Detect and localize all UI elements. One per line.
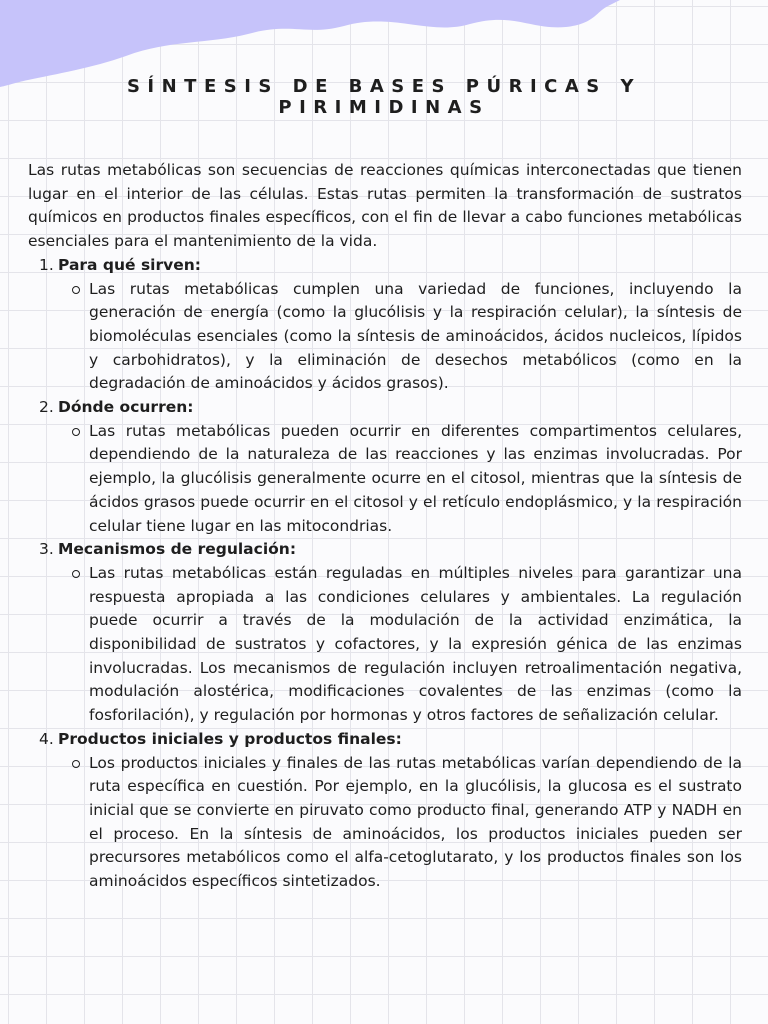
hollow-bullet-icon — [72, 428, 80, 436]
section-number: 2. — [39, 398, 54, 417]
section-bullet-paragraph — [28, 278, 742, 397]
section-heading — [28, 538, 742, 562]
section-number: 4. — [39, 729, 54, 748]
sections-list — [28, 254, 742, 894]
section-number: 3. — [39, 540, 54, 559]
section-text: Las rutas metabólicas cumplen una variedad de funciones, incluyendo la generación de energía (como la glucólisis y la respiración celular), la síntesis de biomoléculas esenciales (como la síntesis de aminoácidos, ácidos nucleicos, lípidos y carbohidratos), y la eliminación de desechos metabólicos (como en la degradación de aminoácidos y ácidos grasos). — [89, 279, 742, 393]
list-item — [28, 538, 742, 728]
section-text: Las rutas metabólicas están reguladas en múltiples niveles para garantizar una respuesta apropiada a las condiciones celulares y ambientales. La regulación puede ocurrir a través de la modulación de la actividad enzimática, la disponibilidad de sustratos y cofactores, y la expresión génica de las enzimas involucradas. Los mecanismos de regulación incluyen retroalimentación negativa, modulación alostérica, modificaciones covalentes de las enzimas (como la fosforilación), y regulación por hormonas y otros factores de señalización celular. — [89, 563, 742, 725]
section-heading-text: Dónde ocurren: — [58, 398, 194, 417]
section-heading-text: Para qué sirven: — [58, 255, 201, 274]
section-heading — [28, 396, 742, 420]
section-heading-text: Mecanismos de regulación: — [58, 540, 297, 559]
section-bullet-paragraph — [28, 562, 742, 728]
document-body — [28, 159, 742, 894]
section-heading-text: Productos iniciales y productos finales: — [58, 729, 402, 748]
list-item — [28, 728, 742, 894]
section-text: Los productos iniciales y finales de las rutas metabólicas varían dependiendo de la ruta específica en cuestión. Por ejemplo, en la glucólisis, la glucosa es el sustrato inicial que se convierte en piruvato como producto final, generando ATP y NADH en el proceso. En la síntesis de aminoácidos, los productos iniciales pueden ser precursores metabólicos como el alfa-cetoglutarato, y los productos finales son los aminoácidos específicos sintetizados. — [89, 753, 742, 891]
section-heading — [28, 254, 742, 278]
section-text: Las rutas metabólicas pueden ocurrir en diferentes compartimentos celulares, dependiendo de la naturaleza de las reacciones y las enzimas involucradas. Por ejemplo, la glucólisis generalmente ocurre en el citosol, mientras que la síntesis de ácidos grasos puede ocurrir en el citosol y el retículo endoplásmico, y la respiración celular tiene lugar en las mitocondrias. — [89, 421, 742, 535]
hollow-bullet-icon — [72, 570, 80, 578]
section-bullet-paragraph — [28, 420, 742, 539]
hollow-bullet-icon — [72, 760, 80, 768]
list-item — [28, 254, 742, 396]
page-title: SÍNTESIS DE BASES PÚRICAS Y PIRIMIDINAS — [126, 76, 642, 118]
hollow-bullet-icon — [72, 286, 80, 294]
section-bullet-paragraph — [28, 752, 742, 894]
section-heading — [28, 728, 742, 752]
intro-paragraph: Las rutas metabólicas son secuencias de reacciones químicas interconectadas que tienen lugar en el interior de las células. Estas rutas permiten la transformación de sustratos químicos en productos finales específicos, con el fin de llevar a cabo funciones metabólicas esenciales para el mantenimiento de la vida. — [28, 161, 742, 251]
section-number: 1. — [39, 255, 54, 274]
list-item — [28, 396, 742, 538]
